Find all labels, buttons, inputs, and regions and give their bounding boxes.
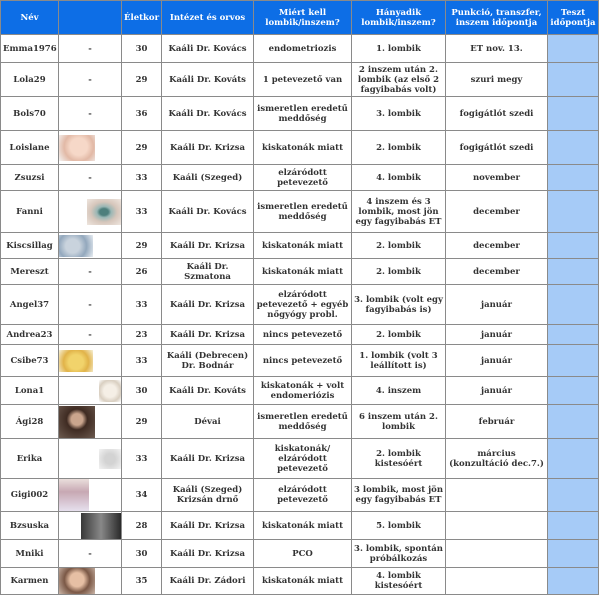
cell-which: 4. lombik (352, 165, 446, 191)
cell-reason: ismeretlen eredetű meddőség (254, 191, 352, 233)
cell-reason: elzáródott petevezető + egyéb nőgyógy probl. (254, 285, 352, 325)
cell-which: 5. lombik (352, 512, 446, 540)
cell-which: 2. lombik (352, 259, 446, 285)
cell-name: Angel37 (1, 285, 59, 325)
cell-age: 33 (122, 191, 162, 233)
clown-drawing-icon (59, 479, 89, 511)
cell-clinic: Kaáli Dr. Kováts (162, 377, 254, 405)
cell-reason: PCO (254, 540, 352, 568)
header-reason: Miért kell lombik/inszem? (254, 1, 352, 35)
table-row (1, 131, 599, 165)
cell-avatar: - (59, 165, 122, 191)
cell-date: január (446, 285, 548, 325)
cell-clinic: Kaáli Dr. Kováts (162, 63, 254, 97)
cell-test (548, 345, 599, 377)
cell-name: Lona1 (1, 377, 59, 405)
cell-age: 30 (122, 540, 162, 568)
table-row (1, 165, 599, 191)
cell-which: 3 lombik, most jön egy fagyibabás ET (352, 479, 446, 512)
table-row (1, 377, 599, 405)
cell-age: 26 (122, 259, 162, 285)
cell-reason: nincs petevezető (254, 345, 352, 377)
cell-date (446, 540, 548, 568)
cell-name: Gigi002 (1, 479, 59, 512)
cell-name: Fanni (1, 191, 59, 233)
cell-age: 30 (122, 35, 162, 63)
cell-age: 23 (122, 325, 162, 345)
cell-avatar (59, 405, 122, 439)
cell-date: január (446, 325, 548, 345)
cell-avatar: - (59, 97, 122, 131)
cell-which: 3. lombik (volt egy fagyibabás is) (352, 285, 446, 325)
cell-test (548, 259, 599, 285)
cell-which: 3. lombik (352, 97, 446, 131)
cell-age: 29 (122, 63, 162, 97)
cell-clinic: Kaáli Dr. Krizsa (162, 540, 254, 568)
cell-date: ET nov. 13. (446, 35, 548, 63)
couple-photo-icon (81, 513, 121, 539)
cell-name: Zsuzsi (1, 165, 59, 191)
cell-age: 29 (122, 405, 162, 439)
cell-clinic: Kaáli (Szeged) (162, 165, 254, 191)
cell-reason: kiskatonák miatt (254, 259, 352, 285)
cell-avatar (59, 512, 122, 540)
cell-which: 2. lombik (352, 325, 446, 345)
cell-date: december (446, 191, 548, 233)
eye-photo-icon (87, 199, 121, 225)
cell-date: szuri megy (446, 63, 548, 97)
cell-test (548, 233, 599, 259)
baby-photo-icon (59, 135, 95, 161)
cell-clinic: Kaáli Dr. Kovács (162, 97, 254, 131)
table-row (1, 97, 599, 131)
cell-test (548, 97, 599, 131)
cell-reason: kiskatonák miatt (254, 131, 352, 165)
cell-date: január (446, 377, 548, 405)
cell-test (548, 285, 599, 325)
cell-name: Emma1976 (1, 35, 59, 63)
cherub-photo-icon (59, 235, 93, 257)
cell-avatar (59, 479, 122, 512)
cell-test (548, 568, 599, 595)
cell-clinic: Kaáli Dr. Krizsa (162, 512, 254, 540)
cell-test (548, 325, 599, 345)
cell-date: március (konzultáció dec.7.) (446, 439, 548, 479)
girl-photo-icon (59, 568, 95, 594)
cell-reason: 1 petevezető van (254, 63, 352, 97)
cell-avatar: - (59, 35, 122, 63)
table-row (1, 63, 599, 97)
cell-test (548, 63, 599, 97)
cell-reason: kiskatonák miatt (254, 568, 352, 595)
cell-which: 2 inszem után 2. lombik (az első 2 fagyibabás volt) (352, 63, 446, 97)
table-row (1, 345, 599, 377)
cell-avatar: - (59, 63, 122, 97)
cell-date: november (446, 165, 548, 191)
cell-age: 28 (122, 512, 162, 540)
cell-avatar: - (59, 259, 122, 285)
cell-reason: elzáródott petevezető (254, 479, 352, 512)
cell-avatar (59, 233, 122, 259)
header-which: Hányadik lombik/inszem? (352, 1, 446, 35)
cell-test (548, 131, 599, 165)
header-row (1, 1, 599, 35)
cell-name: Kiscsillag (1, 233, 59, 259)
cell-clinic: Kaáli Dr. Krizsa (162, 285, 254, 325)
cell-date: december (446, 233, 548, 259)
header-date: Punkció, transzfer, inszem időpontja (446, 1, 548, 35)
cell-age: 33 (122, 345, 162, 377)
cell-avatar (59, 439, 122, 479)
cell-name: Andrea23 (1, 325, 59, 345)
cell-reason: kiskatonák miatt (254, 512, 352, 540)
cell-age: 29 (122, 131, 162, 165)
header-avatar (59, 1, 122, 35)
cell-test (548, 35, 599, 63)
cell-test (548, 512, 599, 540)
cell-avatar (59, 345, 122, 377)
cell-clinic: Kaáli Dr. Krizsa (162, 325, 254, 345)
cell-clinic: Kaáli Dr. Krizsa (162, 439, 254, 479)
cell-age: 33 (122, 165, 162, 191)
cell-test (548, 405, 599, 439)
cell-clinic: Kaáli Dr. Krizsa (162, 131, 254, 165)
cell-date (446, 512, 548, 540)
cell-name: Bzsuska (1, 512, 59, 540)
duckling-photo-icon (59, 350, 93, 372)
cell-reason: kiskatonák/ elzáródott petevezető (254, 439, 352, 479)
cell-which: 6 inszem után 2. lombik (352, 405, 446, 439)
puppy-photo-icon (99, 380, 121, 402)
table-row (1, 325, 599, 345)
cell-name: Mniki (1, 540, 59, 568)
table-row (1, 259, 599, 285)
cell-age: 34 (122, 479, 162, 512)
header-clinic: Intézet és orvos (162, 1, 254, 35)
cell-name: Erika (1, 439, 59, 479)
cell-date: január (446, 345, 548, 377)
cell-which: 2. lombik (352, 233, 446, 259)
cell-age: 29 (122, 233, 162, 259)
table-row (1, 233, 599, 259)
cell-avatar (59, 568, 122, 595)
cell-age: 36 (122, 97, 162, 131)
cell-name: Csibe73 (1, 345, 59, 377)
cell-date: február (446, 405, 548, 439)
cell-test (548, 439, 599, 479)
cell-test (548, 191, 599, 233)
cell-age: 35 (122, 568, 162, 595)
table-row (1, 540, 599, 568)
table-row (1, 479, 599, 512)
cell-which: 3. lombik, spontán próbálkozás (352, 540, 446, 568)
cell-clinic: Kaáli Dr. Zádori (162, 568, 254, 595)
woman-photo-icon (59, 406, 95, 438)
cell-avatar: - (59, 285, 122, 325)
cell-name: Karmen (1, 568, 59, 595)
cell-avatar (59, 131, 122, 165)
cell-test (548, 479, 599, 512)
cell-date (446, 568, 548, 595)
cell-date (446, 479, 548, 512)
cell-date: december (446, 259, 548, 285)
moon-photo-icon (99, 449, 121, 469)
cell-avatar: - (59, 540, 122, 568)
cell-avatar (59, 191, 122, 233)
cell-reason: ismeretlen eredetű meddőség (254, 97, 352, 131)
cell-test (548, 540, 599, 568)
cell-clinic: Dévai (162, 405, 254, 439)
cell-name: Mereszt (1, 259, 59, 285)
cell-which: 4. inszem (352, 377, 446, 405)
cell-name: Bols70 (1, 97, 59, 131)
cell-name: Ági28 (1, 405, 59, 439)
cell-reason: nincs petevezető (254, 325, 352, 345)
cell-date: fogigátlót szedi (446, 97, 548, 131)
cell-which: 2. lombik (352, 131, 446, 165)
cell-name: Loislane (1, 131, 59, 165)
cell-name: Lola29 (1, 63, 59, 97)
cell-which: 2. lombik kistesóért (352, 439, 446, 479)
cell-age: 33 (122, 439, 162, 479)
table-row (1, 568, 599, 595)
table-row (1, 285, 599, 325)
cell-avatar (59, 377, 122, 405)
cell-reason: endometriozis (254, 35, 352, 63)
cell-reason: kiskatonák miatt (254, 233, 352, 259)
header-name: Név (1, 1, 59, 35)
cell-reason: kiskatonák + volt endomeriózis (254, 377, 352, 405)
cell-which: 1. lombik (volt 3 leállított is) (352, 345, 446, 377)
cell-clinic: Kaáli (Debrecen) Dr. Bodnár (162, 345, 254, 377)
cell-which: 4. lombik kistesóért (352, 568, 446, 595)
cell-clinic: Kaáli Dr. Krizsa (162, 233, 254, 259)
cell-date: fogigátlót szedi (446, 131, 548, 165)
cell-avatar: - (59, 325, 122, 345)
table-row (1, 439, 599, 479)
cell-clinic: Kaáli Dr. Szmatona (162, 259, 254, 285)
table-row (1, 191, 599, 233)
header-test: Teszt időpontja (548, 1, 599, 35)
cell-reason: ismeretlen eredetű meddőség (254, 405, 352, 439)
cell-test (548, 165, 599, 191)
cell-which: 1. lombik (352, 35, 446, 63)
cell-clinic: Kaáli (Szeged) Krizsán drnő (162, 479, 254, 512)
header-age: Életkor (122, 1, 162, 35)
cell-age: 30 (122, 377, 162, 405)
cell-clinic: Kaáli Dr. Kovács (162, 35, 254, 63)
table-row (1, 512, 599, 540)
cell-age: 33 (122, 285, 162, 325)
cell-reason: elzáródott petevezető (254, 165, 352, 191)
table-row (1, 405, 599, 439)
cell-which: 4 inszem és 3 lombik, most jön egy fagyibabás ET (352, 191, 446, 233)
cell-test (548, 377, 599, 405)
table-row (1, 35, 599, 63)
cell-clinic: Kaáli Dr. Kovács (162, 191, 254, 233)
